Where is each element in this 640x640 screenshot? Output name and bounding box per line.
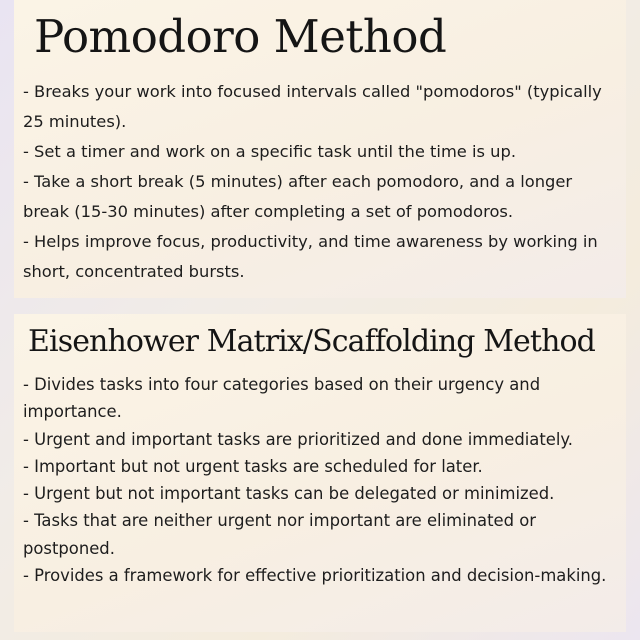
pomodoro-body xyxy=(23,77,620,287)
pomodoro-line: - Breaks your work into focused intervals called "pomodoros" (typically 25 minutes). xyxy=(23,82,602,131)
eisenhower-line: - Provides a framework for effective prioritization and decision-making. xyxy=(23,566,607,586)
eisenhower-line: - Urgent and important tasks are prioritized and done immediately. xyxy=(23,429,573,449)
pomodoro-line: - Take a short break (5 minutes) after each pomodoro, and a longer break (15-30 minutes) after completing a set of pomodoros. xyxy=(23,172,573,221)
pomodoro-card xyxy=(14,0,626,298)
pomodoro-line: - Helps improve focus, productivity, and time awareness by working in short, concentrated bursts. xyxy=(23,232,598,281)
eisenhower-line: - Important but not urgent tasks are scheduled for later. xyxy=(23,456,483,476)
eisenhower-title: Eisenhower Matrix/Scaffolding Method xyxy=(28,324,595,359)
eisenhower-card xyxy=(14,314,626,632)
eisenhower-body xyxy=(23,371,620,589)
eisenhower-line: - Urgent but not important tasks can be delegated or minimized. xyxy=(23,484,555,504)
pomodoro-title: Pomodoro Method xyxy=(34,10,447,63)
pomodoro-line: - Set a timer and work on a specific task until the time is up. xyxy=(23,142,517,161)
eisenhower-line: - Divides tasks into four categories based on their urgency and importance. xyxy=(23,375,541,422)
eisenhower-line: - Tasks that are neither urgent nor important are eliminated or postponed. xyxy=(23,511,536,558)
